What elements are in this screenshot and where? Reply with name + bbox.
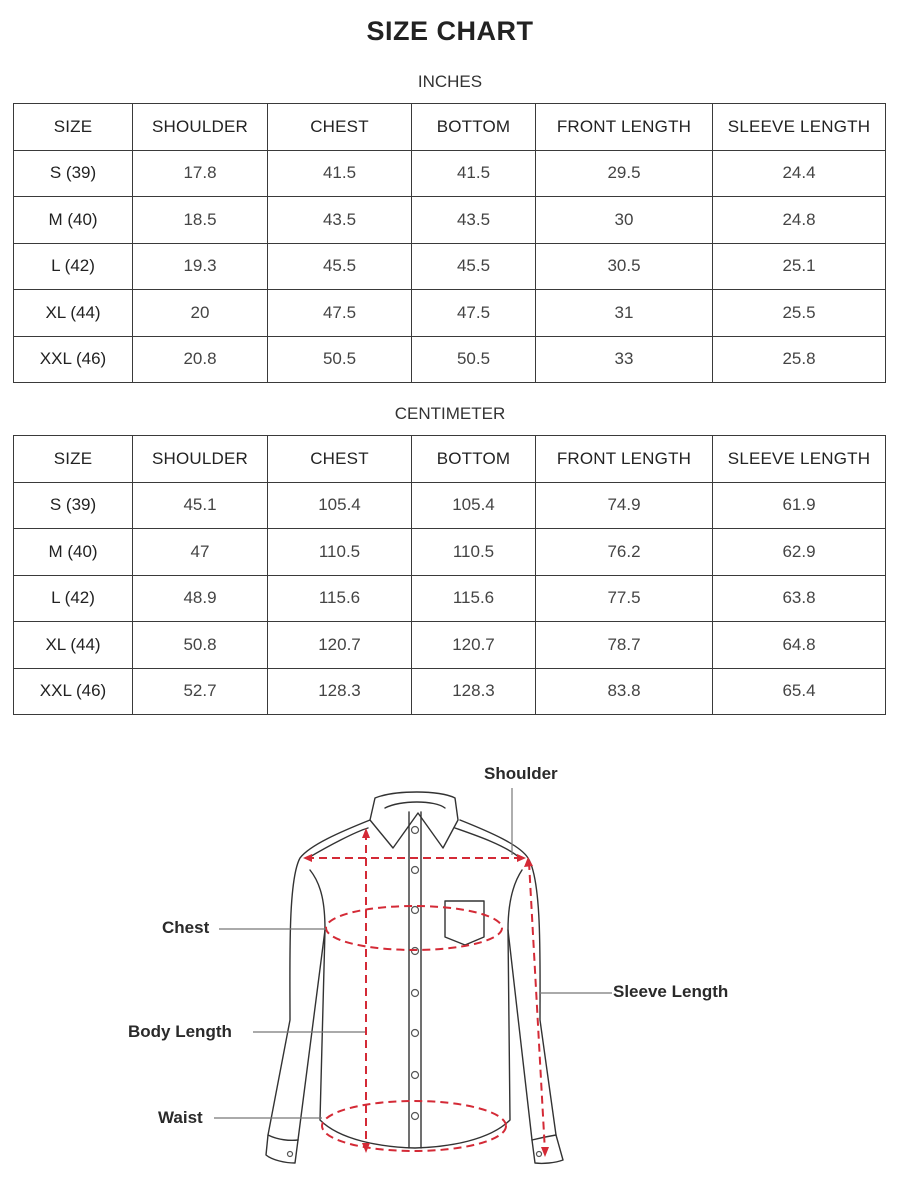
centimeter-section-label: CENTIMETER [394, 404, 506, 423]
front-length-cell: 30.5 [536, 243, 713, 290]
size-cell: S (39) [14, 150, 133, 197]
bottom-cell: 120.7 [412, 622, 536, 669]
bottom-cell: 105.4 [412, 482, 536, 529]
sleeve-length-label: Sleeve Length [613, 982, 729, 1001]
shoulder-cell: 50.8 [133, 622, 268, 669]
bottom-cell: 115.6 [412, 575, 536, 622]
table-header-row [14, 104, 886, 151]
size-cell: XL (44) [14, 290, 133, 337]
front-length-cell: 78.7 [536, 622, 713, 669]
front-length-cell: 33 [536, 336, 713, 383]
table-row [14, 622, 886, 669]
shoulder-cell: 20.8 [133, 336, 268, 383]
chest-cell: 43.5 [268, 197, 412, 244]
size-cell: S (39) [14, 482, 133, 529]
table-row [14, 290, 886, 337]
column-header-chest: CHEST [268, 436, 412, 483]
bottom-cell: 50.5 [412, 336, 536, 383]
table-row [14, 243, 886, 290]
column-header-size: SIZE [14, 104, 133, 151]
table-row [14, 150, 886, 197]
chest-cell: 120.7 [268, 622, 412, 669]
size-cell: XL (44) [14, 622, 133, 669]
bottom-cell: 43.5 [412, 197, 536, 244]
column-header-bottom: BOTTOM [412, 104, 536, 151]
chest-cell: 41.5 [268, 150, 412, 197]
shoulder-cell: 19.3 [133, 243, 268, 290]
column-header-front-length: FRONT LENGTH [536, 436, 713, 483]
chest-cell: 105.4 [268, 482, 412, 529]
bottom-cell: 47.5 [412, 290, 536, 337]
column-header-size: SIZE [14, 436, 133, 483]
sleeve-length-cell: 65.4 [713, 668, 886, 715]
table-row [14, 336, 886, 383]
shoulder-cell: 20 [133, 290, 268, 337]
centimeter-size-table [13, 435, 886, 715]
waist-label: Waist [158, 1108, 203, 1127]
front-length-cell: 83.8 [536, 668, 713, 715]
size-cell: M (40) [14, 197, 133, 244]
shoulder-cell: 47 [133, 529, 268, 576]
sleeve-length-cell: 25.5 [713, 290, 886, 337]
shoulder-cell: 48.9 [133, 575, 268, 622]
front-length-cell: 74.9 [536, 482, 713, 529]
table-row [14, 482, 886, 529]
bottom-cell: 41.5 [412, 150, 536, 197]
front-length-cell: 29.5 [536, 150, 713, 197]
sleeve-length-cell: 64.8 [713, 622, 886, 669]
column-header-front-length: FRONT LENGTH [536, 104, 713, 151]
body-length-label: Body Length [128, 1022, 232, 1041]
chest-label: Chest [162, 918, 210, 937]
bottom-cell: 45.5 [412, 243, 536, 290]
table-header-row [14, 436, 886, 483]
sleeve-length-cell: 25.8 [713, 336, 886, 383]
shirt-measurement-diagram [0, 740, 900, 1200]
column-header-sleeve-length: SLEEVE LENGTH [713, 436, 886, 483]
table-row [14, 668, 886, 715]
chest-cell: 128.3 [268, 668, 412, 715]
sleeve-length-cell: 61.9 [713, 482, 886, 529]
bottom-cell: 128.3 [412, 668, 536, 715]
shoulder-cell: 52.7 [133, 668, 268, 715]
sleeve-length-cell: 62.9 [713, 529, 886, 576]
chest-cell: 47.5 [268, 290, 412, 337]
shoulder-cell: 18.5 [133, 197, 268, 244]
front-length-cell: 76.2 [536, 529, 713, 576]
front-length-cell: 31 [536, 290, 713, 337]
shoulder-cell: 17.8 [133, 150, 268, 197]
table-row [14, 197, 886, 244]
shoulder-cell: 45.1 [133, 482, 268, 529]
size-cell: L (42) [14, 575, 133, 622]
column-header-shoulder: SHOULDER [133, 104, 268, 151]
column-header-bottom: BOTTOM [412, 436, 536, 483]
column-header-shoulder: SHOULDER [133, 436, 268, 483]
front-length-cell: 77.5 [536, 575, 713, 622]
chest-cell: 115.6 [268, 575, 412, 622]
chest-cell: 45.5 [268, 243, 412, 290]
chest-cell: 50.5 [268, 336, 412, 383]
size-cell: XXL (46) [14, 668, 133, 715]
table-row [14, 575, 886, 622]
sleeve-length-cell: 63.8 [713, 575, 886, 622]
table-row [14, 529, 886, 576]
chest-cell: 110.5 [268, 529, 412, 576]
page-title: SIZE CHART [366, 16, 534, 46]
shoulder-label: Shoulder [484, 764, 558, 783]
column-header-chest: CHEST [268, 104, 412, 151]
column-header-sleeve-length: SLEEVE LENGTH [713, 104, 886, 151]
sleeve-length-cell: 24.4 [713, 150, 886, 197]
shirt-illustration-icon [0, 740, 900, 1200]
front-length-cell: 30 [536, 197, 713, 244]
size-cell: L (42) [14, 243, 133, 290]
inches-size-table [13, 103, 886, 383]
bottom-cell: 110.5 [412, 529, 536, 576]
inches-section-label: INCHES [417, 72, 483, 91]
size-cell: M (40) [14, 529, 133, 576]
sleeve-length-cell: 24.8 [713, 197, 886, 244]
size-cell: XXL (46) [14, 336, 133, 383]
sleeve-length-cell: 25.1 [713, 243, 886, 290]
